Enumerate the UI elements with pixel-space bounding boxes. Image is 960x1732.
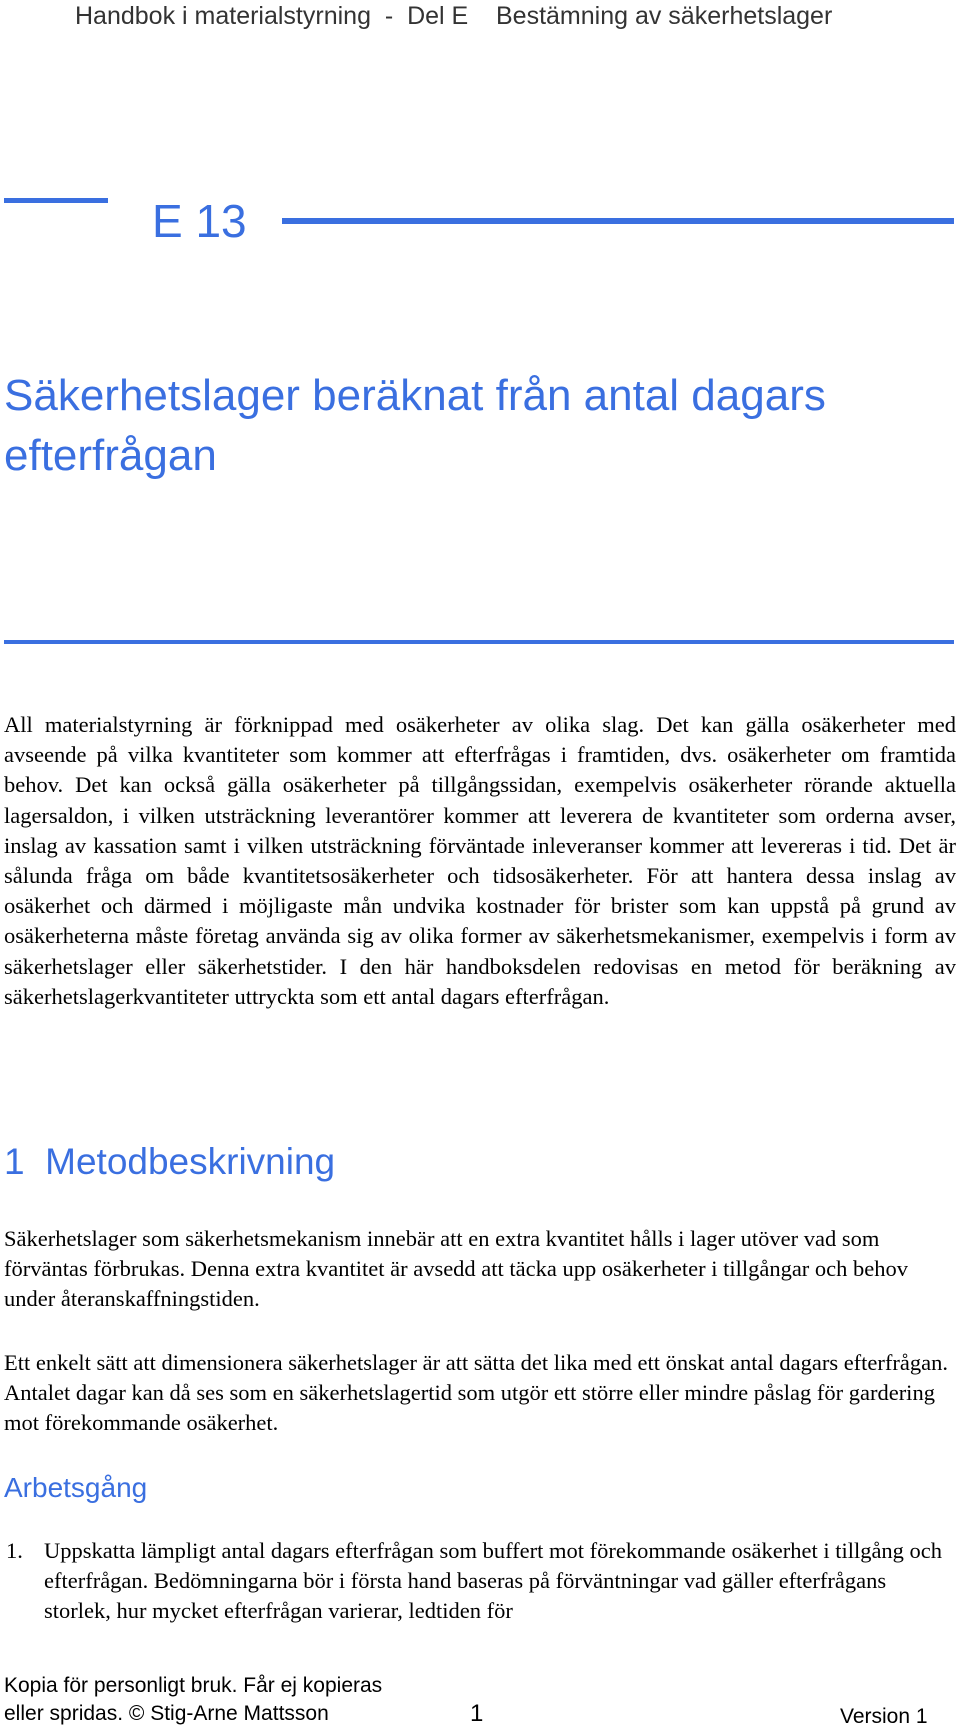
- footer-page-number: 1: [470, 1700, 484, 1727]
- chapter-number: E 13: [152, 195, 247, 247]
- section1-paragraph-1: Säkerhetslager som säkerhetsmekanism innebär att en extra kvantitet hålls i lager utöver vad som förväntas förbrukas. Denna extra kvantitet är avsedd att täcka upp osäkerheter i tillgångar och behov under återanskaffningstiden.: [4, 1226, 909, 1312]
- section-heading-metodbeskrivning: 1 Metodbeskrivning: [4, 1141, 336, 1182]
- title-underline: [4, 640, 954, 644]
- section1-paragraph-2: Ett enkelt sätt att dimensionera säkerhetslager är att sätta det lika med ett önskat antal dagars efterfrågan. Antalet dagar kan då ses som en säkerhetslagertid som utgör ett större eller mindre påslag för gardering mot förekommande osäkerhet.: [4, 1350, 948, 1436]
- running-header: Handbok i materialstyrning - Del E Bestämning av säkerhetslager: [75, 2, 833, 30]
- footer-version: Version 1: [840, 1705, 928, 1728]
- chapter-rule-left: [4, 198, 108, 203]
- chapter-rule-right: [282, 218, 954, 224]
- footer-copy-line-1: Kopia för personligt bruk. Får ej kopieras: [4, 1674, 383, 1697]
- list-item-text: Uppskatta lämpligt antal dagars efterfrågan som buffert mot förekommande osäkerhet i tillgång och efterfrågan. Bedömningarna bör i första hand baseras på förväntningar vad gäller efterfrågans storlek, hur mycket efterfrågan varierar, ledtiden för: [44, 1538, 943, 1624]
- footer-copyright: [4, 1672, 382, 1728]
- intro-paragraph: All materialstyrning är förknippad med osäkerheter av olika slag. Det kan gälla osäkerheter med avseende på vilka kvantiteter som kommer att efterfrågas i framtiden, dvs. osäkerheter om framtida behov. Det kan också gälla osäkerheter på tillgångssidan, exempelvis osäkerheter rörande aktuella lagersaldon, i vilken utsträckning leverantörer kommer att leverera de kvantiteter som orderna avser, inslag av kassation samt i vilken utsträckning förväntade inleveranser kommer att levereras i tid. Det är sålunda fråga om både kvantitetsosäkerheter och tidsosäkerheter. För att hantera dessa inslag av osäkerhet och därmed i möjligaste mån undvika kostnader för brister som kan uppstå på grund av osäkerheterna måste företag använda sig av olika former av säkerhetsmekanismer, exempelvis i form av säkerhetslager eller säkerhetstider. I den här handboksdelen redovisas en metod för beräkning av säkerhetslagerkvantiteter uttryckta som ett antal dagars efterfrågan.: [4, 712, 956, 1009]
- list-item-number: 1.: [6, 1538, 23, 1563]
- subheading-arbetsgang: Arbetsgång: [4, 1472, 148, 1503]
- footer-copy-line-2: eller spridas. © Stig-Arne Mattsson: [4, 1702, 329, 1725]
- chapter-title: Säkerhetslager beräknat från antal dagars efterfrågan: [4, 371, 826, 480]
